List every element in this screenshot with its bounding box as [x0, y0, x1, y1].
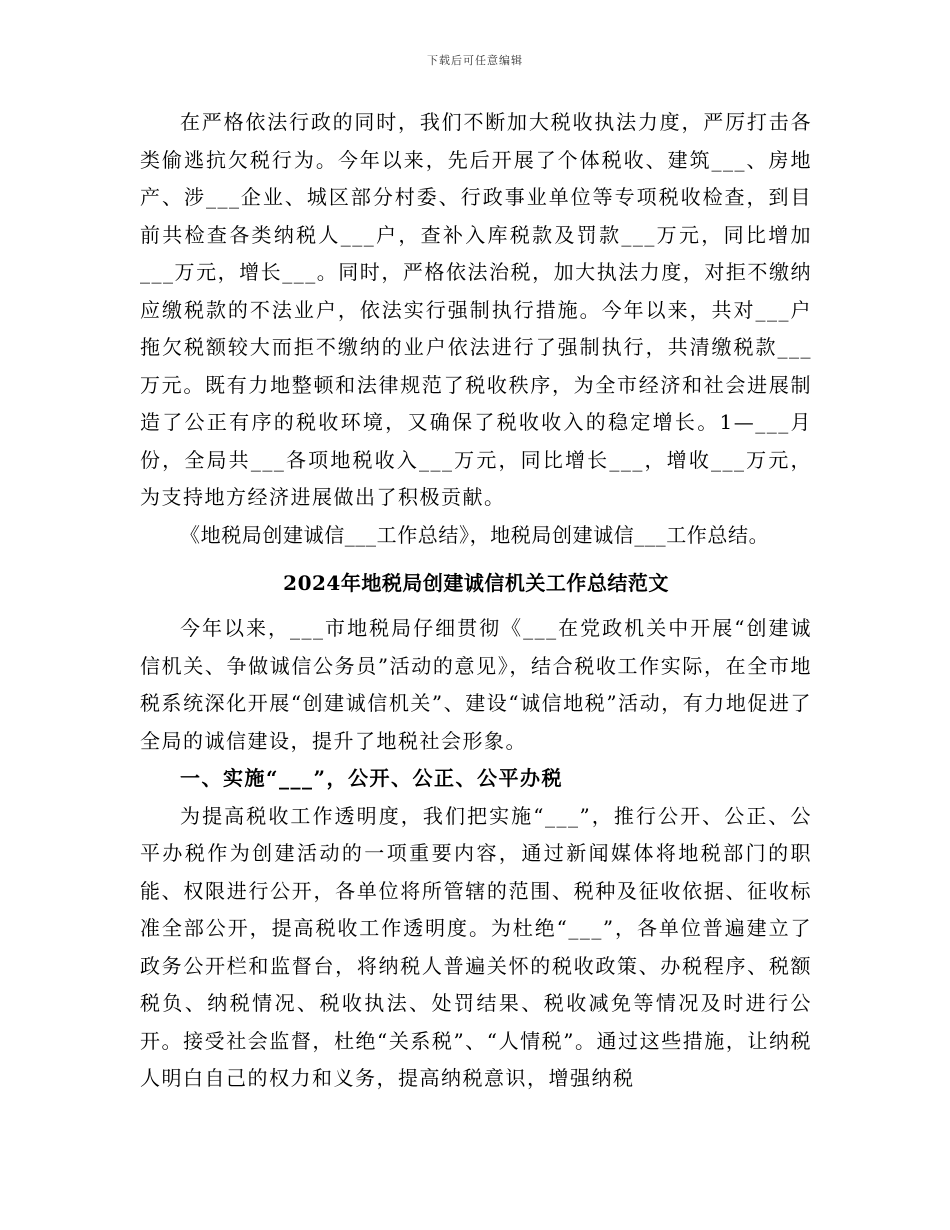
page-header: 下载后可任意编辑: [427, 54, 523, 67]
paragraph-tax-enforcement: 在严格依法行政的同时，我们不断加大税收执法力度，严厉打击各类偷逃抗欠税行为。今年以来，先后开展了个体税收、建筑___、房地产、涉___企业、城区部分村委、行政事业单位等专项税收检查，到目前共检查各类纳税人___户，查补入库税款及罚款___万元，同比增加___万元，增长___。同时，严格依法治税，加大执法力度，对拒不缴纳应缴税款的不法业户，依法实行强制执行措施。今年以来，共对___户拖欠税额较大而拒不缴纳的业户依法进行了强制执行，共清缴税款___万元。既有力地整顿和法律规范了税收秩序，为全市经济和社会进展制造了公正有序的税收环境，又确保了税收收入的稳定增长。1—___月份，全局共___各项地税收入___万元，同比增长___，增收___万元，为支持地方经济进展做出了积极贡献。: [140, 110, 812, 509]
document-body: [140, 104, 812, 1098]
paragraph-summary-reference: 《地税局创建诚信___工作总结》，地税局创建诚信___工作总结。: [180, 522, 770, 547]
paragraph-transparency: 为提高税收工作透明度，我们把实施“___”，推行公开、公正、公平办税作为创建活动的一项重要内容，通过新闻媒体将地税部门的职能、权限进行公开，各单位将所管辖的范围、税种及征收依据、征收标准全部公开，提高税收工作透明度。为杜绝“___”，各单位普遍建立了政务公开栏和监督台，将纳税人普遍关怀的税收政策、办税程序、税额税负、纳税情况、税收执法、处罚结果、税收减免等情况及时进行公开。接受社会监督，杜绝“关系税”、“人情税”。通过这些措施，让纳税人明白自己的权力和义务，提高纳税意识，增强纳税: [140, 803, 812, 1090]
section-heading-1: 一、实施“___”，公开、公正、公平办税: [180, 766, 564, 790]
document-title: 2024年地税局创建诚信机关工作总结范文: [283, 571, 669, 595]
paragraph-introduction: 今年以来，___市地税局仔细贯彻《___在党政机关中开展“创建诚信机关、争做诚信公务员”活动的意见》，结合税收工作实际，在全市地税系统深化开展“创建诚信机关”、建设“诚信地税”活动，有力地促进了全局的诚信建设，提升了地税社会形象。: [140, 616, 812, 753]
